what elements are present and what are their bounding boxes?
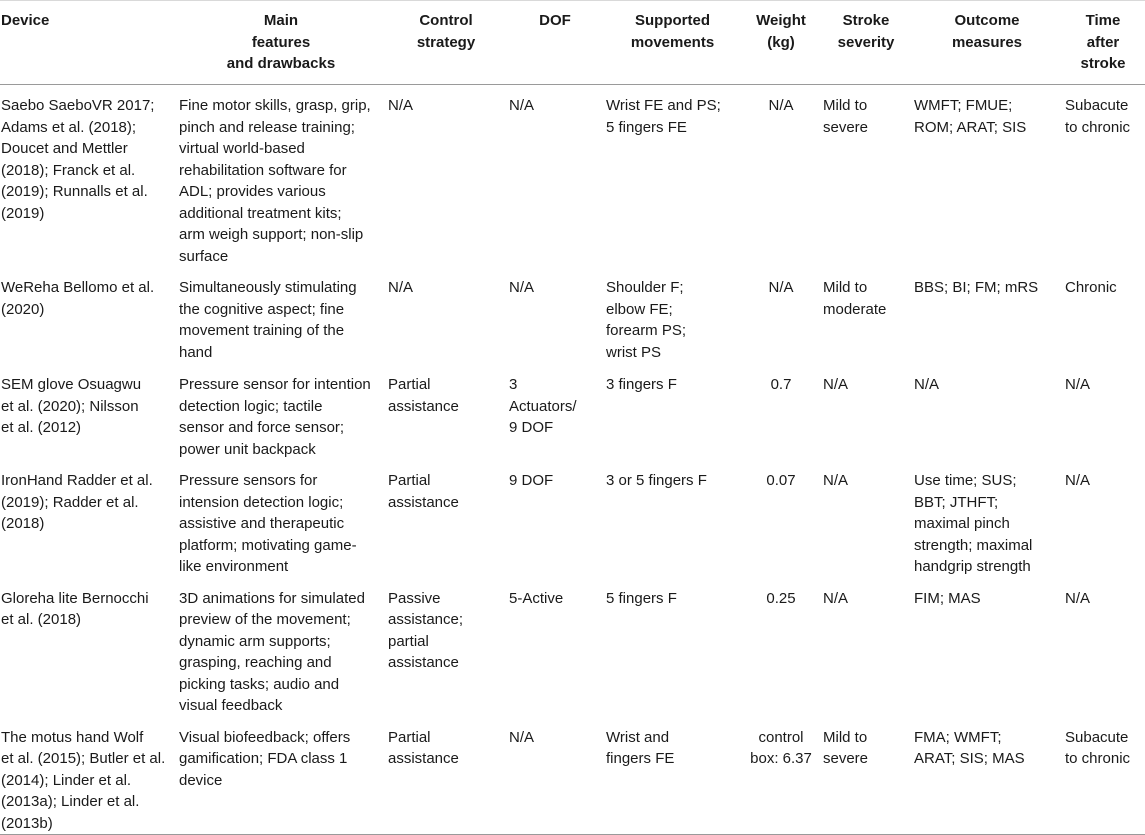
table-row <box>0 578 1145 717</box>
cell-supported-movements: 3 or 5 fingers F <box>606 472 707 489</box>
header-weight: Weight (kg) <box>743 1 822 85</box>
cell-features: Pressure sensors for intension detection logic; assistive and therapeutic platform; motivating game- like environment <box>179 472 357 575</box>
cell-control-strategy: Partial assistance <box>387 717 508 835</box>
cell-stroke-severity: N/A <box>823 589 849 607</box>
cell-outcome-measures: FMA; WMFT; ARAT; SIS; MAS <box>913 717 1064 835</box>
cell-dof: N/A <box>509 97 535 114</box>
cell-weight: 0.07 <box>766 472 796 489</box>
table-row <box>0 717 1145 835</box>
cell-features: Fine motor skills, grasp, grip, pinch and release training; virtual world-based rehabilitation software for ADL; provides various additional treatment kits; arm weigh support; non-slip surface <box>179 97 371 265</box>
header-features: Main features and drawbacks <box>178 1 387 85</box>
table-row <box>0 364 1145 460</box>
header-outcome-measures: Outcome measures <box>913 1 1064 85</box>
cell-weight: N/A <box>768 97 794 114</box>
cell-device: Saebo SaeboVR 2017; Adams et al. (2018); Doucet and Mettler (2018); Franck et al. (2019); Runnalls et al. (2019) <box>1 97 155 222</box>
cell-outcome-measures: N/A <box>914 376 940 393</box>
cell-device: The motus hand Wolf et al. (2015); Butler et al. (2014); Linder et al. (2013a); Linder et al. (2013b) <box>0 717 178 835</box>
cell-features: 3D animations for simulated preview of the movement; dynamic arm supports; grasping, reaching and picking tasks; audio and visual feedback <box>179 589 365 714</box>
cell-outcome-measures: FIM; MAS <box>914 589 981 607</box>
cell-supported-movements: Wrist FE and PS; 5 fingers FE <box>606 97 721 136</box>
cell-dof: 3 Actuators/ 9 DOF <box>509 376 577 436</box>
cell-stroke-severity: Mild to severe <box>822 717 913 835</box>
cell-time-after-stroke: Chronic <box>1065 279 1117 296</box>
cell-dof: 5-Active <box>509 589 564 607</box>
header-time-after-stroke: Time after stroke <box>1064 1 1145 85</box>
cell-supported-movements: 5 fingers F <box>606 589 677 607</box>
cell-supported-movements: Wrist and fingers FE <box>605 717 743 835</box>
cell-stroke-severity: Mild to moderate <box>823 279 887 318</box>
cell-dof: N/A <box>509 279 535 296</box>
cell-supported-movements: Shoulder F; elbow FE; forearm PS; wrist PS <box>606 279 687 361</box>
table-row <box>0 460 1145 578</box>
cell-outcome-measures: BBS; BI; FM; mRS <box>914 279 1039 296</box>
table-header-row <box>0 1 1145 85</box>
cell-time-after-stroke: N/A <box>1065 589 1091 607</box>
header-device: Device <box>0 1 178 85</box>
cell-stroke-severity: Mild to severe <box>823 97 869 136</box>
cell-device: IronHand Radder et al. (2019); Radder et al. (2018) <box>1 472 153 532</box>
cell-features: Simultaneously stimulating the cognitive aspect; fine movement training of the hand <box>179 279 357 361</box>
cell-control-strategy: Partial assistance <box>388 472 459 511</box>
cell-supported-movements: 3 fingers F <box>606 376 677 393</box>
cell-dof: 9 DOF <box>509 472 554 489</box>
cell-time-after-stroke: Subacute to chronic <box>1065 97 1131 136</box>
header-supported-movements: Supported movements <box>605 1 743 85</box>
cell-device: Gloreha lite Bernocchi et al. (2018) <box>1 589 149 628</box>
cell-control-strategy: N/A <box>388 279 414 296</box>
table-row <box>0 85 1145 268</box>
cell-weight: N/A <box>768 279 794 296</box>
cell-stroke-severity: N/A <box>823 472 849 489</box>
header-control-strategy: Control strategy <box>387 1 508 85</box>
cell-weight: control box: 6.37 <box>743 717 822 835</box>
cell-dof: N/A <box>508 717 605 835</box>
header-stroke-severity: Stroke severity <box>822 1 913 85</box>
table-row <box>0 267 1145 364</box>
cell-outcome-measures: WMFT; FMUE; ROM; ARAT; SIS <box>914 97 1027 136</box>
cell-control-strategy: N/A <box>388 97 414 114</box>
cell-weight: 0.7 <box>770 376 792 393</box>
cell-time-after-stroke: N/A <box>1065 472 1091 489</box>
cell-device: WeReha Bellomo et al. (2020) <box>1 279 155 318</box>
cell-time-after-stroke: Subacute to chronic <box>1064 717 1145 835</box>
cell-features: Pressure sensor for intention detection logic; tactile sensor and force sensor; power unit backpack <box>179 376 371 458</box>
cell-control-strategy: Partial assistance <box>388 376 459 415</box>
header-dof: DOF <box>508 1 605 85</box>
cell-control-strategy: Passive assistance; partial assistance <box>388 589 464 671</box>
cell-device: SEM glove Osuagwu et al. (2020); Nilsson et al. (2012) <box>1 376 142 436</box>
cell-features: Visual biofeedback; offers gamification; FDA class 1 device <box>178 717 387 835</box>
cell-stroke-severity: N/A <box>823 376 849 393</box>
cell-time-after-stroke: N/A <box>1065 376 1091 393</box>
cell-outcome-measures: Use time; SUS; BBT; JTHFT; maximal pinch strength; maximal handgrip strength <box>914 472 1033 575</box>
cell-weight: 0.25 <box>766 589 796 607</box>
